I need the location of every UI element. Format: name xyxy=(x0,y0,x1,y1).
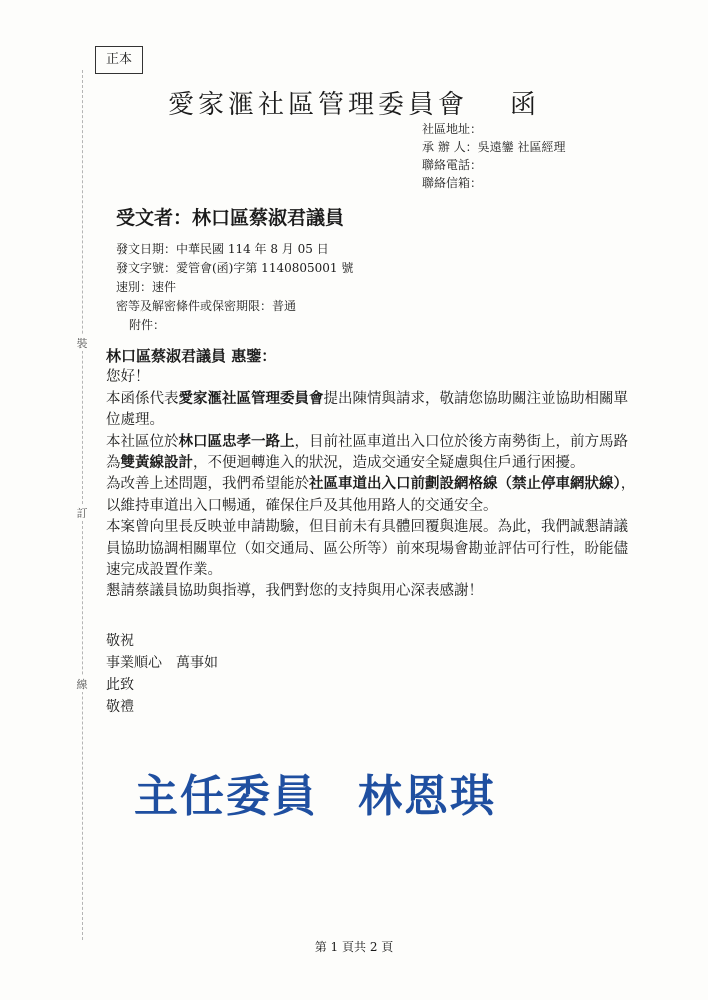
closing-line: 此致 xyxy=(106,677,134,693)
copy-stamp: 正本 xyxy=(95,46,143,74)
letter-body xyxy=(106,346,636,603)
letterhead-title xyxy=(0,84,708,121)
sender-address: 社區地址： xyxy=(422,122,483,136)
closing-line: 敬祝 xyxy=(106,633,134,649)
binding-mark: 線 xyxy=(74,676,90,692)
doc-type: 函 xyxy=(510,90,541,120)
attachments: 附件： xyxy=(129,318,166,332)
binding-mark: 裝 xyxy=(74,335,90,351)
greeting: 您好！ xyxy=(106,369,150,386)
emphasis: 社區車道出入口前劃設網格線（禁止停車網狀線） xyxy=(309,476,621,493)
security-class: 密等及解密條件或保密期限：普通 xyxy=(116,299,297,313)
document-meta xyxy=(116,240,353,335)
paragraph: 本案曾向里長反映並申請勘驗，但目前未有具體回覆與進展。為此，我們誠懇請議員協助協調相關單位（如交通局、區公所等）前來現場會勘並評估可行性，盼能儘速完成設置作業。 xyxy=(106,519,628,579)
signature-title: 主任委員 xyxy=(134,771,318,822)
org-name: 愛家滙社區管理委員會 xyxy=(167,90,468,120)
recipient: 受文者：林口區蔡淑君議員 xyxy=(116,207,345,229)
paragraph: 懇請蔡議員協助與指導，我們對您的支持與用心深表感謝！ xyxy=(106,583,483,600)
emphasis: 林口區忠孝一路上 xyxy=(178,433,295,450)
binding-mark: 訂 xyxy=(74,505,90,521)
text-run: 本函係代表 xyxy=(106,390,179,407)
paragraph xyxy=(106,432,636,475)
text-run: ，不便迴轉進入的狀況，造成交通安全疑慮與住戶通行困擾。 xyxy=(193,455,585,472)
paragraph xyxy=(106,389,636,432)
emphasis: 雙黃線設計 xyxy=(120,455,193,472)
closing xyxy=(106,630,218,718)
paragraph xyxy=(106,474,636,517)
signature-name: 林恩琪 xyxy=(358,771,496,822)
text-run: ，以維持車道出入口暢通，確保住戶及其他用路人的交通安全。 xyxy=(106,476,636,514)
sender-handler: 承 辦 人：吳遠鑾 社區經理 xyxy=(422,140,566,154)
closing-line: 事業順心 萬事如 xyxy=(106,655,218,671)
text-run: 本社區位於 xyxy=(106,433,179,450)
text-run: ，目前社區車道出入口位於後方南勢街上，前方馬路為 xyxy=(106,433,628,472)
speed-class: 速別：速件 xyxy=(116,280,177,294)
sender-phone: 聯絡電話： xyxy=(422,158,483,172)
signature xyxy=(134,760,496,824)
sender-email: 聯絡信箱： xyxy=(422,176,483,190)
closing-line: 敬禮 xyxy=(106,699,134,715)
salutation: 林口區蔡淑君議員 惠鑒： xyxy=(106,347,277,365)
text-run: 為改善上述問題，我們希望能於 xyxy=(106,476,309,493)
issue-number: 發文字號：愛管會(函)字第 1140805001 號 xyxy=(116,261,354,275)
emphasis: 愛家滙社區管理委員會 xyxy=(178,390,324,407)
sender-info xyxy=(422,120,565,192)
text-run: 提出陳情與請求，敬請您協助關注並協助相關單位處理。 xyxy=(106,390,628,429)
issue-date: 發文日期：中華民國 114 年 8 月 05 日 xyxy=(116,242,329,256)
page-footer: 第 1 頁共 2 頁 xyxy=(314,940,394,954)
